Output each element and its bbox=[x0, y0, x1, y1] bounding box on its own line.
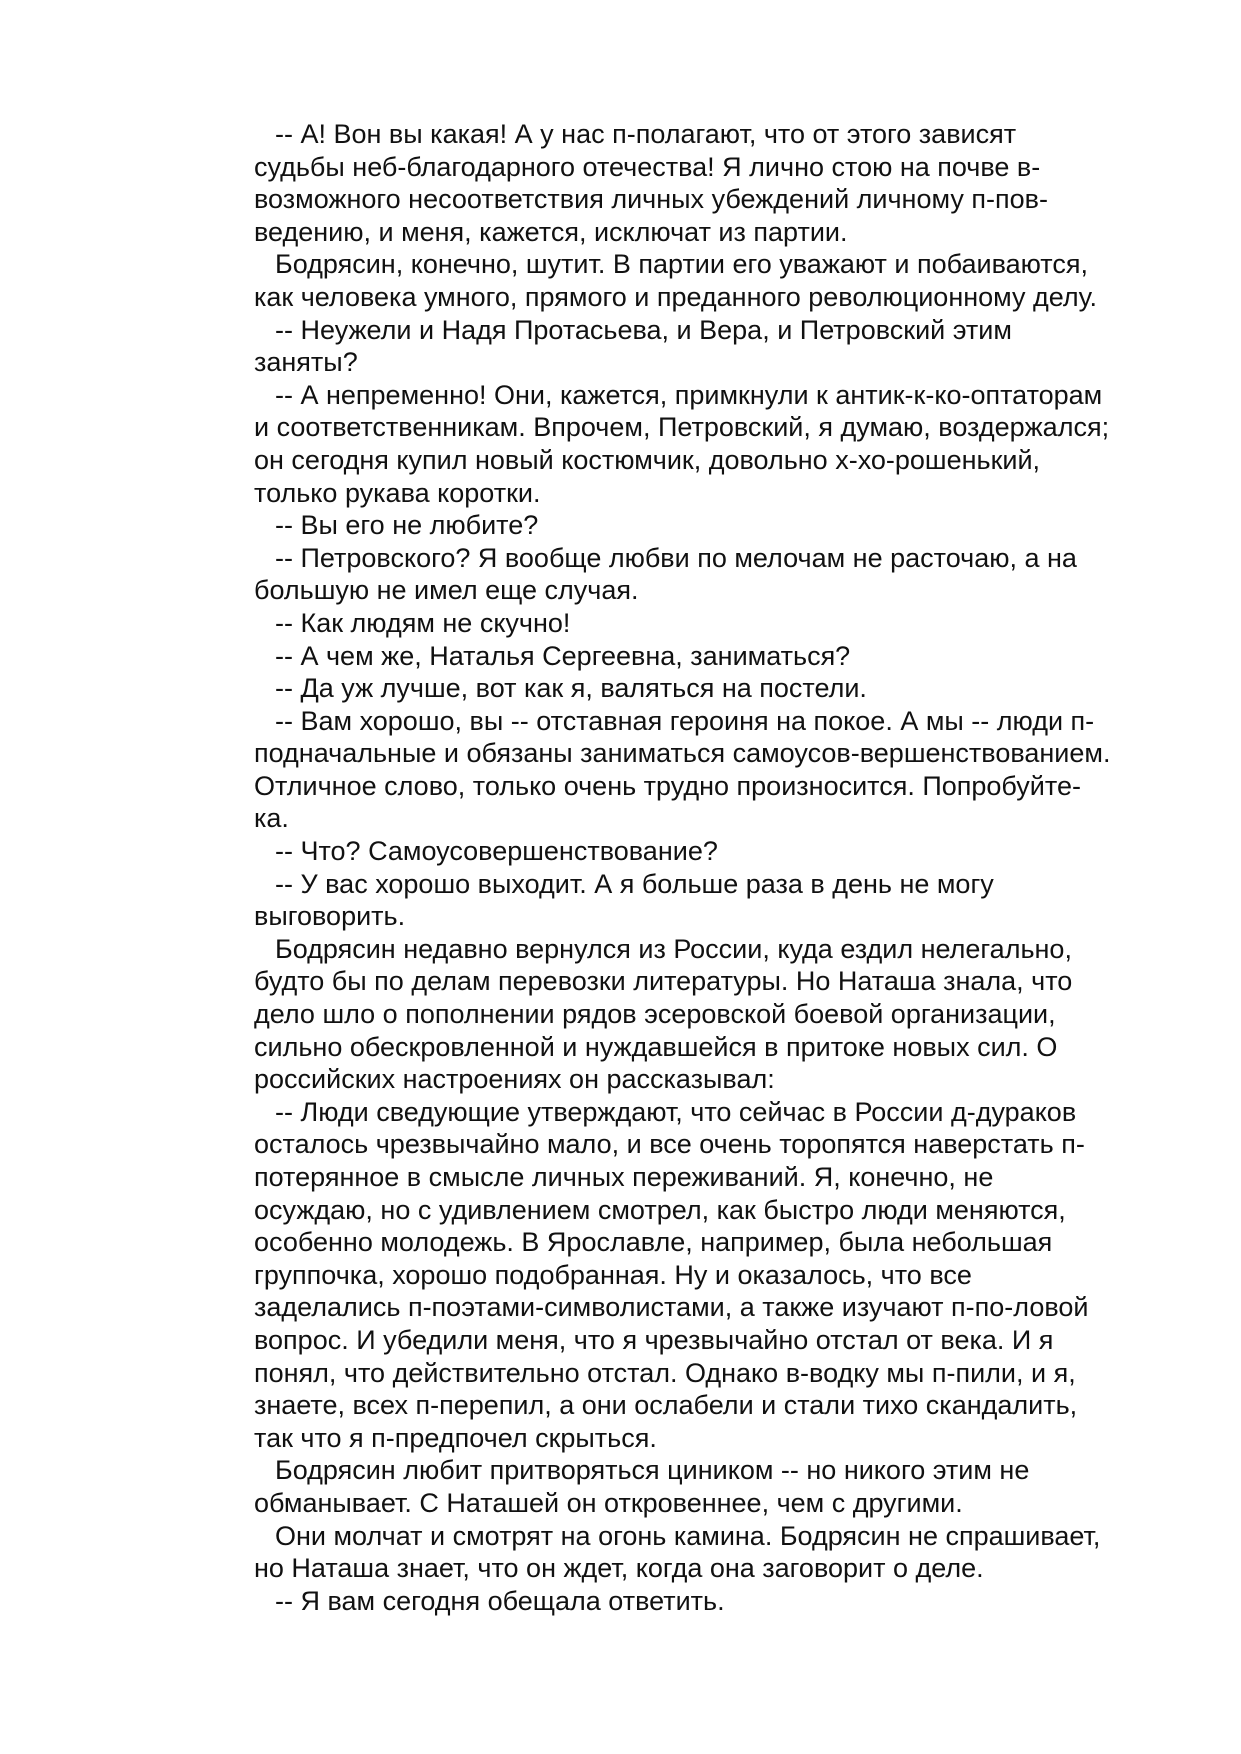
paragraph: Они молчат и смотрят на огонь камина. Бодрясин не спрашивает, но Наташа знает, что он ждет, когда она заговорит о деле. bbox=[254, 1520, 1101, 1584]
paragraph: -- Как людям не скучно! bbox=[275, 607, 571, 638]
paragraph: -- Неужели и Надя Протасьева, и Вера, и Петровский этим заняты? bbox=[254, 314, 1012, 378]
paragraph: -- Вам хорошо, вы -- отставная героиня на покое. А мы -- люди п- подначальные и обязаны заниматься самоусов-вершенствованием. Отличное слово, только очень трудно произносится. Попробуйте- ка. bbox=[254, 705, 1111, 834]
paragraph: -- Петровского? Я вообще любви по мелочам не расточаю, а на большую не имел еще случая. bbox=[254, 542, 1077, 606]
paragraph: -- Да уж лучше, вот как я, валяться на постели. bbox=[275, 673, 867, 704]
paragraph: -- Я вам сегодня обещала ответить. bbox=[275, 1585, 725, 1616]
paragraph: Бодрясин недавно вернулся из России, куда ездил нелегально, будто бы по делам перевозки литературы. Но Наташа знала, что дело шло о пополнении рядов эсеровской боевой организации, сильно обескровленной и нуждавшейся в притоке новых сил. О российских настроениях он рассказывал: bbox=[254, 933, 1073, 1095]
paragraph: -- А чем же, Наталья Сергеевна, заниматься? bbox=[275, 640, 851, 671]
paragraph: -- Вы его не любите? bbox=[275, 510, 539, 541]
paragraph: -- А! Вон вы какая! А у нас п-полагают, что от этого зависят судьбы неб-благодарного отечества! Я лично стою на почве в- возможного несоответствия личных убеждений личному п-пов- ведению, и меня, кажется, исключат из партии. bbox=[254, 119, 1048, 247]
paragraph: Бодрясин, конечно, шутит. В партии его уважают и побаиваются, как человека умного, прямого и преданного революционному делу. bbox=[254, 249, 1097, 312]
paragraph: -- Что? Самоусовершенствование? bbox=[275, 836, 718, 867]
paragraph: -- А непременно! Они, кажется, примкнули к антик-к-ко-оптаторам и соответственникам. Впрочем, Петровский, я думаю, воздержался; он сегодня купил новый костюмчик, довольно х-хо-рошенький, только рукава коротки. bbox=[254, 379, 1110, 508]
paragraph: -- Люди сведующие утверждают, что сейчас в России д-дураков осталось чрезвычайно мало, и все очень торопятся наверстать п- потерянное в смысле личных переживаний. Я, конечно, не осуждаю, но с удивлением смотрел, как быстро люди меняются, особенно молодежь. В Ярославле, например, была небольшая группочка, хорошо подобранная. Ну и оказалось, что все заделались п-поэтами-символистами, а также изучают п-по-ловой вопрос. И убедили меня, что я чрезвычайно отстал от века. И я понял, что действительно отстал. Однако в-водку мы п-пили, и я, знаете, всех п-перепил, а они ослабели и стали тихо скандалить, так что я п-предпочел скрыться. bbox=[254, 1096, 1089, 1453]
text-body bbox=[254, 118, 1154, 1617]
paragraph: -- У вас хорошо выходит. А я больше раза в день не могу выговорить. bbox=[254, 868, 994, 932]
paragraph: Бодрясин любит притворяться циником -- но никого этим не обманывает. С Наташей он откровеннее, чем с другими. bbox=[254, 1455, 1030, 1518]
